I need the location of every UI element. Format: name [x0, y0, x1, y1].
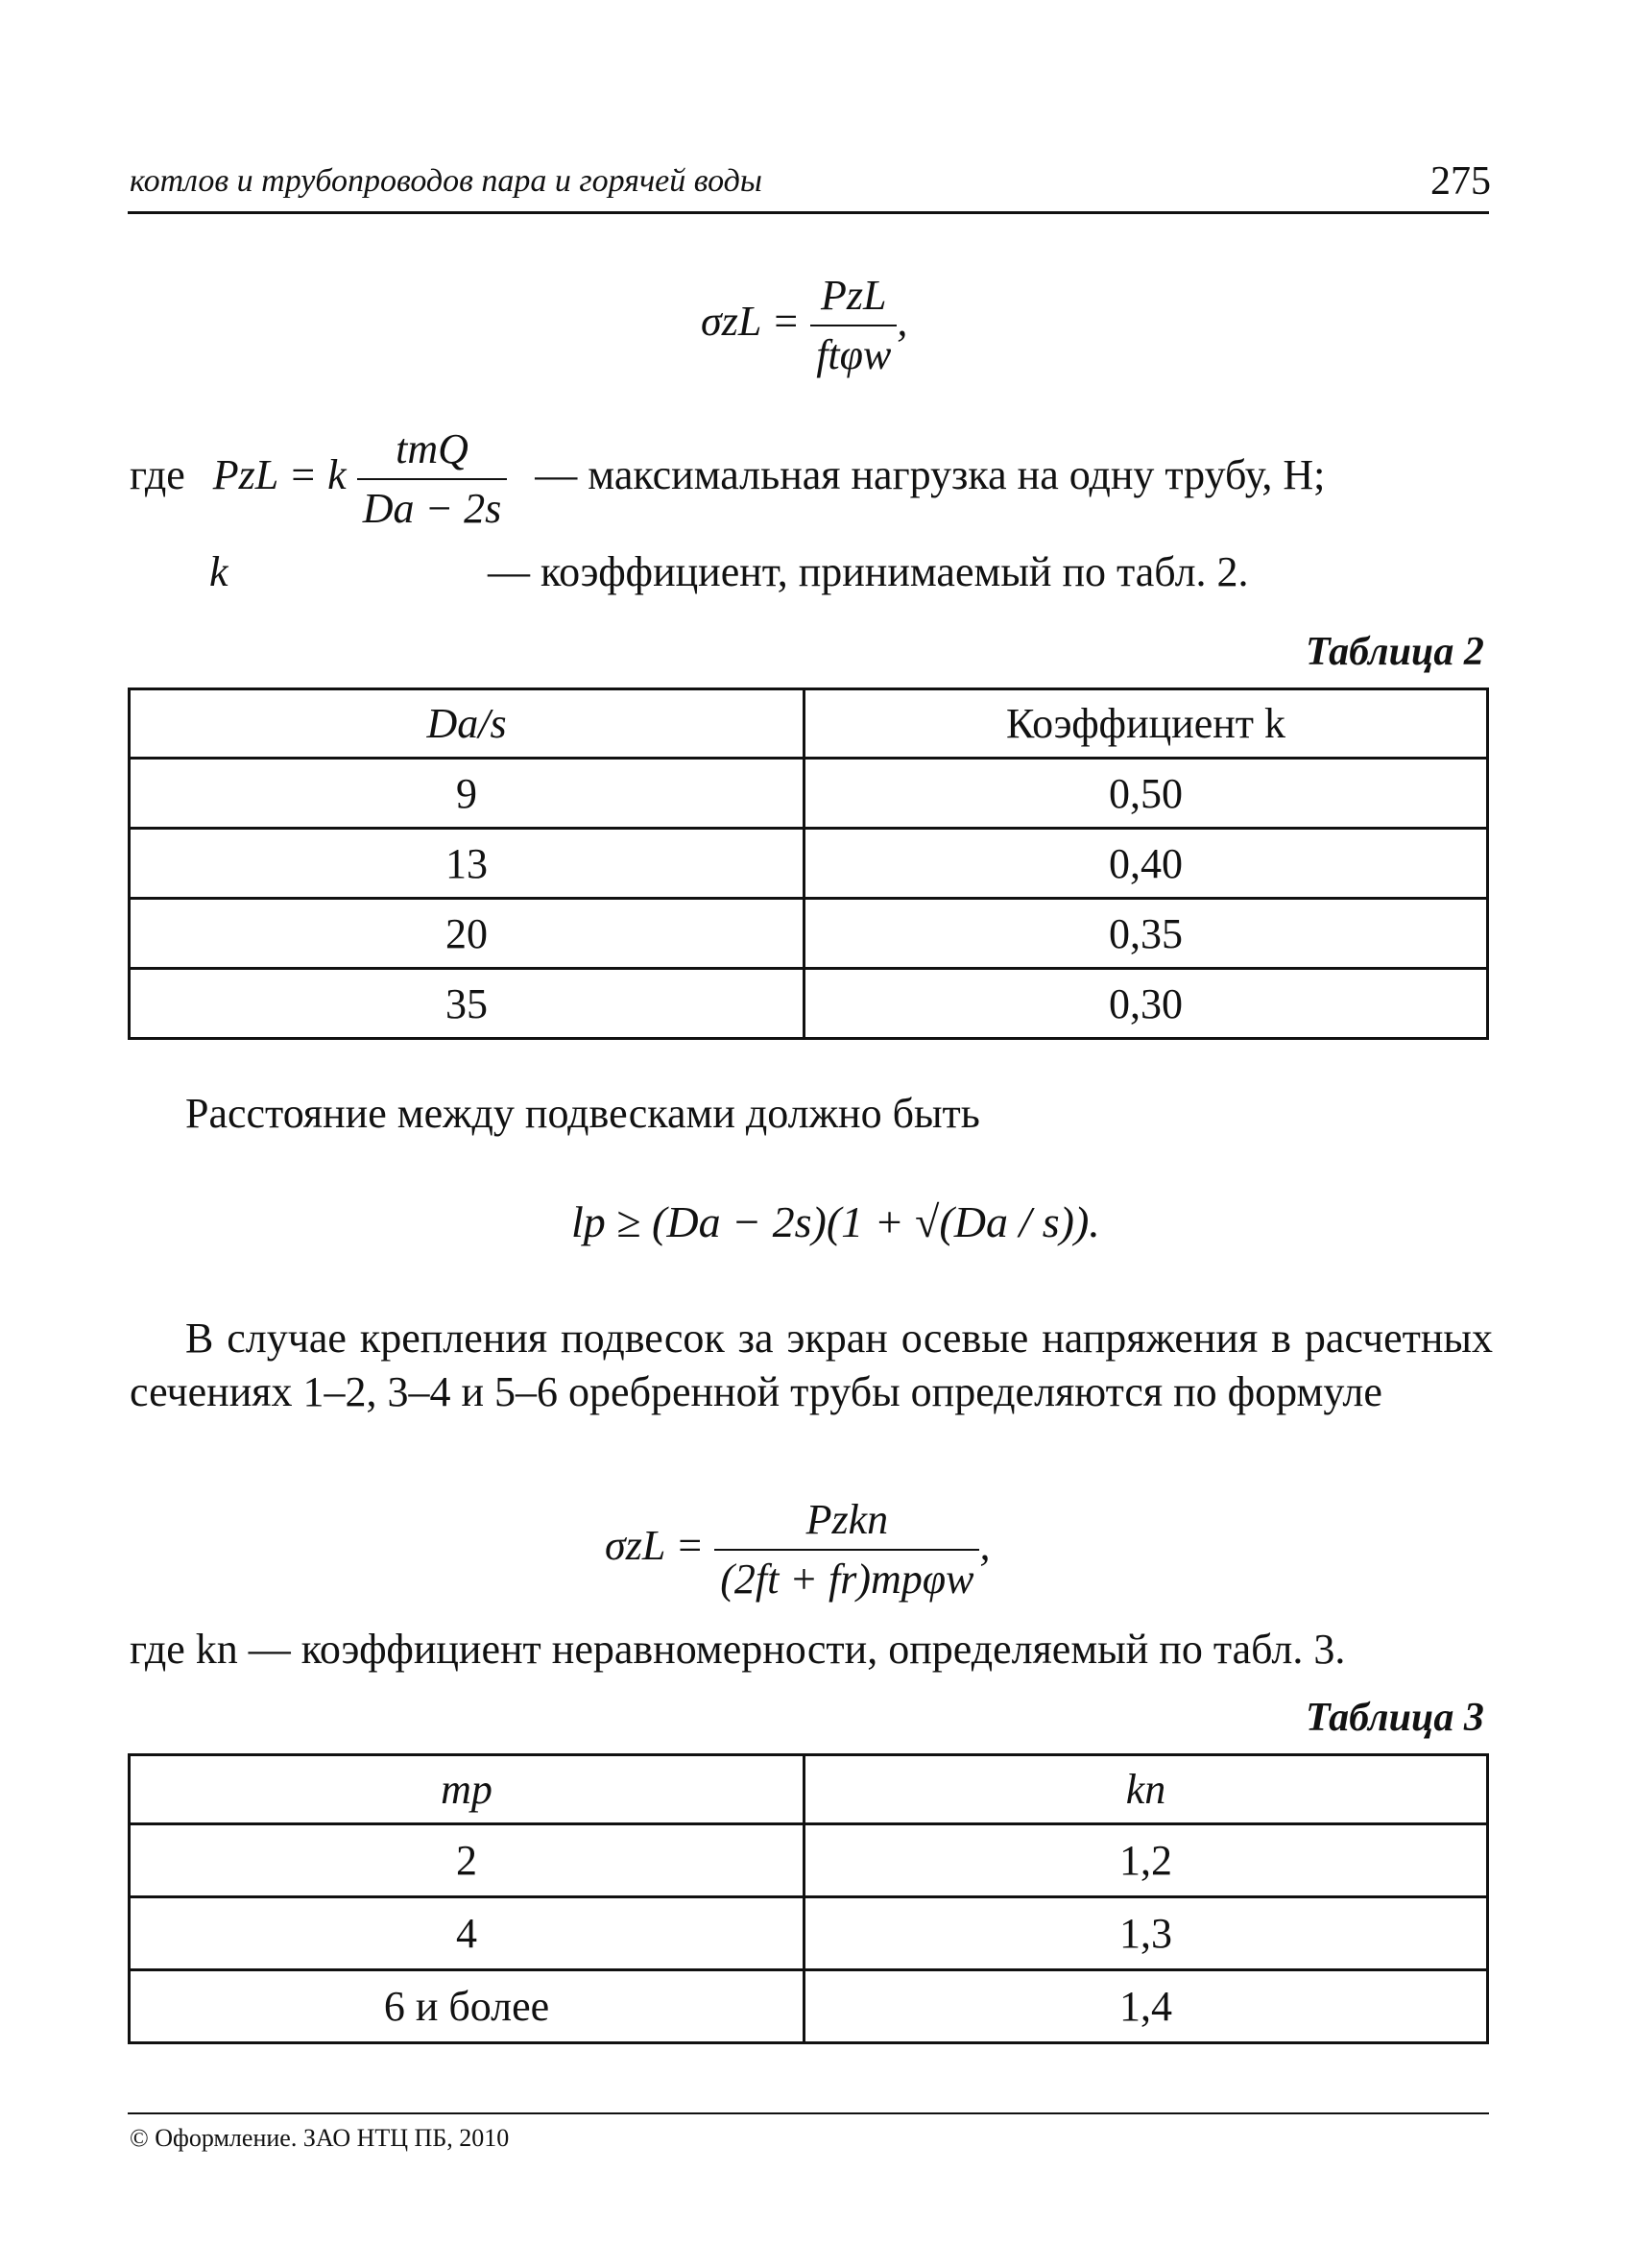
page-number: 275 — [1430, 159, 1491, 204]
table-row — [130, 1970, 1488, 2043]
paragraph-kn-definition: где kn — коэффициент неравномерности, определяемый по табл. 3. — [130, 1626, 1346, 1673]
table-cell: 0,50 — [804, 759, 1488, 829]
paragraph-stress-sections: В случае крепления подвесок за экран осевые напряжения в расчетных сечениях 1–2, 3–4 и 5–6 оребренной трубы определяются по формуле — [130, 1315, 1493, 1415]
k-description: — коэффициент, принимаемый по табл. 2. — [488, 548, 1249, 595]
paragraph-suspension-distance: Расстояние между подвесками должно быть — [185, 1090, 980, 1137]
table-cell: 35 — [130, 969, 804, 1039]
formula-numerator: Pzkn — [805, 1496, 889, 1543]
copyright-footer: © Оформление. ЗАО НТЦ ПБ, 2010 — [130, 2124, 510, 2152]
table-cell: 9 — [130, 759, 804, 829]
formula-denominator: (2ft + fr)mpφw — [720, 1556, 974, 1603]
formula-suffix: , — [979, 1522, 991, 1570]
table3-header-mp: mp — [130, 1755, 804, 1824]
k-symbol: k — [209, 548, 228, 595]
table-row — [130, 829, 1488, 899]
formula-denominator: ftφw — [816, 331, 892, 378]
table-row — [130, 1897, 1488, 1970]
formula-suffix: , — [897, 298, 908, 346]
table3-caption: Таблица 3 — [1306, 1696, 1484, 1740]
pzl-denominator: Da − 2s — [362, 485, 502, 532]
table2-header-coef: Коэффициент k — [804, 689, 1488, 759]
formula-lhs: σzL = — [701, 298, 801, 346]
formula-lhs: σzL = — [605, 1522, 705, 1570]
table-header-row — [130, 1755, 1488, 1824]
table-cell: 1,4 — [804, 1970, 1488, 2043]
where-word: где — [130, 451, 185, 499]
table-cell: 1,2 — [804, 1824, 1488, 1897]
table2-header-da-s: Da/s — [130, 689, 804, 759]
table-cell: 0,35 — [804, 899, 1488, 969]
table-cell: 13 — [130, 829, 804, 899]
table3 — [128, 1753, 1489, 2044]
formula-fraction — [714, 1493, 979, 1606]
table2-caption: Таблица 2 — [1306, 630, 1484, 674]
pzl-numerator: tmQ — [396, 425, 468, 472]
pzl-description: — максимальная нагрузка на одну трубу, Н; — [535, 451, 1326, 499]
table-cell: 0,40 — [804, 829, 1488, 899]
header-rule — [128, 211, 1489, 214]
formula-lp: lp ≥ (Da − 2s)(1 + √(Da / s)). — [571, 1197, 1100, 1246]
footer-rule — [128, 2112, 1489, 2114]
table2 — [128, 688, 1489, 1040]
table-cell: 6 и более — [130, 1970, 804, 2043]
table-cell: 20 — [130, 899, 804, 969]
formula-fraction — [810, 269, 897, 382]
table-cell: 0,30 — [804, 969, 1488, 1039]
table-cell: 1,3 — [804, 1897, 1488, 1970]
running-header: котлов и трубопроводов пара и горячей воды — [130, 163, 762, 199]
table3-header-kn: kn — [804, 1755, 1488, 1824]
definition-pzl — [130, 422, 1493, 536]
table-cell: 4 — [130, 1897, 804, 1970]
formula-sigma-zl — [701, 269, 907, 382]
formula-numerator: PzL — [821, 272, 887, 319]
table-row — [130, 969, 1488, 1039]
table-header-row — [130, 689, 1488, 759]
table-cell: 2 — [130, 1824, 804, 1897]
table-row — [130, 759, 1488, 829]
formula-sigma-zl-2 — [605, 1493, 990, 1606]
table-row — [130, 899, 1488, 969]
table-row — [130, 1824, 1488, 1897]
pzl-formula-lhs: PzL = k — [212, 451, 347, 499]
pzl-fraction — [357, 422, 508, 536]
